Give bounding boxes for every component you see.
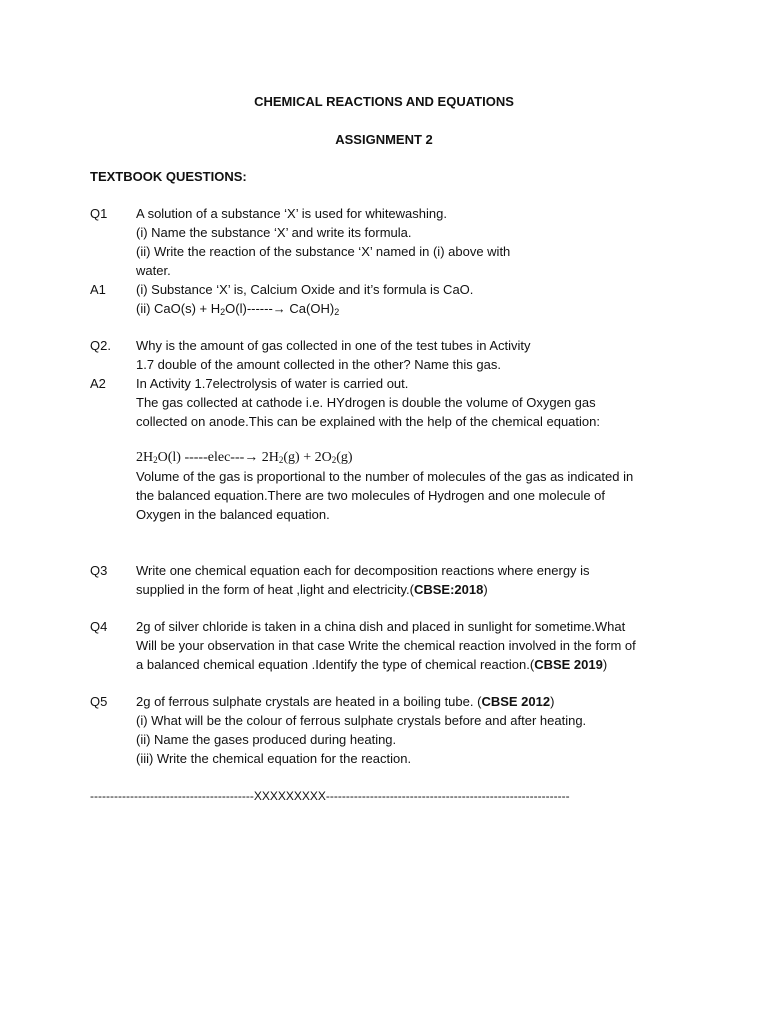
q1-line: water.	[136, 263, 171, 278]
a1-equation: (ii) $CaO(s) + H_2O(l)------\to Ca(OH)_2$	[136, 301, 340, 317]
q5-label: Q5	[90, 694, 108, 709]
q4-source-tag: CBSE 2019	[534, 657, 603, 672]
q5-line: (i) What will be the colour of ferrous sulphate crystals before and after heating.	[136, 713, 587, 728]
a2-explanation-line: the balanced equation.There are two molecules of Hydrogen and one molecule of	[136, 488, 606, 503]
q3-line: supplied in the form of heat ,light and electricity.(CBSE:2018)	[136, 582, 488, 597]
a2-explanation-line: Volume of the gas is proportional to the number of molecules of the gas as indicated in	[136, 469, 634, 484]
q4-line: a balanced chemical equation .Identify the type of chemical reaction.(CBSE 2019)	[136, 657, 608, 672]
q2-label: Q2.	[90, 338, 111, 353]
q5-line: (iii) Write the chemical equation for the reaction.	[136, 751, 412, 766]
q5-source-tag: CBSE 2012	[481, 694, 551, 709]
q2-line: Why is the amount of gas collected in one of the test tubes in Activity	[136, 338, 531, 353]
q3-label: Q3	[90, 563, 108, 578]
q4-line: 2g of silver chloride is taken in a china dish and placed in sunlight for sometime.What	[136, 619, 626, 634]
a2-label: A2	[90, 376, 106, 391]
footer-divider: -----------------------------------------XXXXXXXXX-------------------------------------------------------------	[90, 789, 570, 803]
a1-label: A1	[90, 282, 106, 297]
q1-line: (ii) Write the reaction of the substance ‘X’ named in (i) above with	[136, 244, 511, 259]
q4-line: Will be your observation in that case Write the chemical reaction involved in the form of	[136, 638, 636, 653]
document-title: CHEMICAL REACTIONS AND EQUATIONS	[254, 94, 514, 109]
a2-line: In Activity 1.7electrolysis of water is carried out.	[136, 376, 409, 391]
a2-line: The gas collected at cathode i.e. HYdrogen is double the volume of Oxygen gas	[136, 395, 596, 410]
q5-line: 2g of ferrous sulphate crystals are heated in a boiling tube. (CBSE 2012)	[136, 694, 555, 709]
a2-equation: $2H_2O(l)$ -----elec---→ $2H_2(g) + 2O_2(g)$	[136, 450, 353, 465]
a2-explanation-line: Oxygen in the balanced equation.	[136, 507, 330, 522]
a1-line: (i) Substance ‘X’ is, Calcium Oxide and it’s formula is CaO.	[136, 282, 474, 297]
q3-line: Write one chemical equation each for decomposition reactions where energy is	[136, 563, 590, 578]
section-heading: TEXTBOOK QUESTIONS:	[90, 169, 247, 184]
q1-line: (i) Name the substance ‘X’ and write its formula.	[136, 225, 412, 240]
q1-line: A solution of a substance ‘X’ is used for whitewashing.	[136, 206, 447, 221]
q3-source-tag: CBSE:2018	[413, 582, 484, 597]
q2-line: 1.7 double of the amount collected in the other? Name this gas.	[136, 357, 501, 372]
q4-label: Q4	[90, 619, 108, 634]
q1-label: Q1	[90, 206, 108, 221]
a2-line: collected on anode.This can be explained with the help of the chemical equation:	[136, 414, 600, 429]
assignment-heading: ASSIGNMENT 2	[335, 132, 433, 147]
q5-line: (ii) Name the gases produced during heating.	[136, 732, 397, 747]
